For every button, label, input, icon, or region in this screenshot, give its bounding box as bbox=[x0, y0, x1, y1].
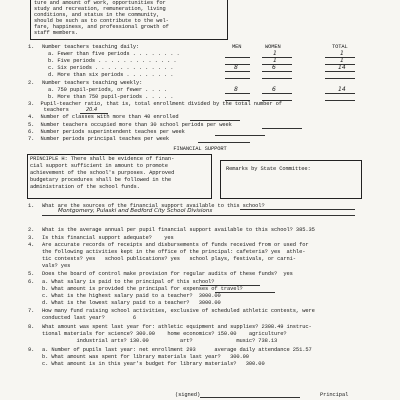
fin-item-text: vals? yes bbox=[42, 263, 71, 269]
fin-item-text: the following activities kept in the office of the principal: cafeteria? yes athle- bbox=[42, 249, 306, 255]
fin-item-number: 6. bbox=[28, 279, 35, 285]
fin-item-text: c. What is the highest salary paid to a teacher? 3000.00 bbox=[42, 293, 221, 299]
item-label: b. Five periods . . . . . . . . . . . . . bbox=[48, 58, 177, 64]
fin-item-text: tic contests? yes school publications? yes school plays, festivals, or carni- bbox=[42, 256, 296, 262]
question-6: 6. Number periods superintendent teaches per week bbox=[28, 129, 185, 135]
fin-item-text: Is this financial support adequate? yes bbox=[42, 235, 174, 241]
fin-item-text: Does the board of control make provision for regular audits of these funds? yes bbox=[42, 271, 293, 277]
item-label: c. Six periods . . . . . . . . . . . . . bbox=[48, 65, 174, 71]
intro-line: should be such as to contribute to the wel- bbox=[34, 18, 169, 24]
item-label: d. More than six periods . . . . . . . . bbox=[48, 72, 174, 78]
item-label: a. Fewer than five periods . . . . . . . . bbox=[48, 51, 180, 57]
fin-item-number: 8. bbox=[28, 324, 35, 330]
signed-label: (signed) bbox=[175, 392, 201, 398]
item-number: 2. bbox=[28, 80, 35, 86]
total-value: 1 bbox=[340, 57, 344, 64]
fin-item-text: What are the sources of the financial support available to this school? bbox=[42, 203, 265, 209]
fin-item-text: industrial arts? 130.00 art? music? 738.13 bbox=[42, 338, 278, 344]
principle-line: cial support sufficient in amount to promote bbox=[30, 163, 168, 169]
fin-item-number: 9. bbox=[28, 347, 35, 353]
fin-item-text: b. What amount was spent for library materials last year? 300.00 bbox=[42, 354, 249, 360]
principal-label: Principal bbox=[320, 392, 349, 398]
principle-line: achievement of the school's purposes. Approved bbox=[30, 170, 175, 176]
column-header-total: TOTAL bbox=[332, 44, 348, 50]
intro-line: fare, happiness, and professional growth of bbox=[34, 24, 169, 30]
item-label: Number teachers teaching weekly: bbox=[42, 80, 143, 86]
section-title: FINANCIAL SUPPORT bbox=[173, 146, 227, 152]
intro-line: study and recreation, remuneration, living bbox=[34, 6, 166, 12]
fin-item-text: What is the average annual per pupil financial support available to this school? 385.35 bbox=[42, 227, 315, 233]
principle-line: budgetary procedures shall be followed in the bbox=[30, 177, 172, 183]
fin-item-number: 1. bbox=[28, 203, 35, 209]
fin-item-number: 7. bbox=[28, 308, 35, 314]
fin-item-number: 3. bbox=[28, 235, 35, 241]
total-value: 14 bbox=[338, 86, 346, 93]
principle-line: administration of the school funds. bbox=[30, 184, 140, 190]
question-3: 3. Pupil-teacher ratio, that is, total enrollment divided by the total number of bbox=[28, 101, 282, 107]
fin-item-text: conducted last year? 6 bbox=[42, 315, 137, 321]
fin-item-text: a. Number of pupils last year: net enrollment 293 average daily attendance 251.57 bbox=[42, 347, 312, 353]
intro-line: staff members. bbox=[34, 30, 78, 36]
fin-item-text: How many fund raising school activities, exclusive of scheduled athletic contests, were bbox=[42, 308, 315, 314]
men-value: 8 bbox=[234, 86, 238, 93]
fin-item-text: tional materials for science? 300.00 home economics? 150.00 agriculture? bbox=[42, 331, 287, 337]
intro-line: ture and amount of work, opportunities for bbox=[34, 0, 166, 6]
women-value: 1 bbox=[273, 50, 277, 57]
total-value: 14 bbox=[338, 64, 346, 71]
question-5: 5. Number teachers occupied more than 30 school periods per week bbox=[28, 122, 232, 128]
women-value: 1 bbox=[273, 57, 277, 64]
column-header-women: WOMEN bbox=[265, 44, 281, 50]
item-label: a. 750 pupil-periods, or fewer . . . . bbox=[48, 87, 168, 93]
question-7: 7. Number periods principal teaches per week bbox=[28, 136, 170, 142]
women-value: 6 bbox=[272, 64, 276, 71]
fin-item-text: Are accurate records of receipts and disbursements of funds received from or used for bbox=[42, 242, 309, 248]
fin-item-text: a. What salary is paid to the principal of this school? bbox=[42, 279, 215, 285]
fin-item-text: d. What is the lowest salary paid to a teacher? 3000.00 bbox=[42, 300, 221, 306]
pupil-teacher-ratio: 20.4 bbox=[86, 107, 98, 113]
remarks-label: Remarks by State Committee: bbox=[226, 166, 311, 172]
funding-sources: Montgomery, Pulaski and Bedford City School Divisions bbox=[58, 208, 213, 214]
question-3-cont: teachers bbox=[28, 107, 69, 113]
fin-item-number: 4. bbox=[28, 242, 35, 248]
item-number: 1. bbox=[28, 44, 35, 50]
women-value: 6 bbox=[272, 86, 276, 93]
column-header-men: MEN bbox=[232, 44, 242, 50]
item-label: b. More than 750 pupil-periods . . . . . bbox=[48, 94, 174, 100]
fin-item-text: What amount was spent last year for: athletic equipment and supplies? 2308.49 instruc- bbox=[42, 324, 312, 330]
fin-item-text: c. What amount is in this year's budget for library materials? 300.00 bbox=[42, 361, 265, 367]
question-4: 4. Number of classes with more than 40 enrolled bbox=[28, 114, 179, 120]
men-value: 8 bbox=[234, 64, 238, 71]
intro-line: conditions, and status in the community, bbox=[34, 12, 160, 18]
total-value: 1 bbox=[340, 50, 344, 57]
fin-item-number: 5. bbox=[28, 271, 35, 277]
fin-item-text: b. What amount is provided the principal for expenses of travel? bbox=[42, 286, 243, 292]
fin-item-number: 2. bbox=[28, 227, 35, 233]
principle-line: PRINCIPLE H: There shall be evidence of finan- bbox=[30, 156, 175, 162]
item-label: Number teachers teaching daily: bbox=[42, 44, 140, 50]
